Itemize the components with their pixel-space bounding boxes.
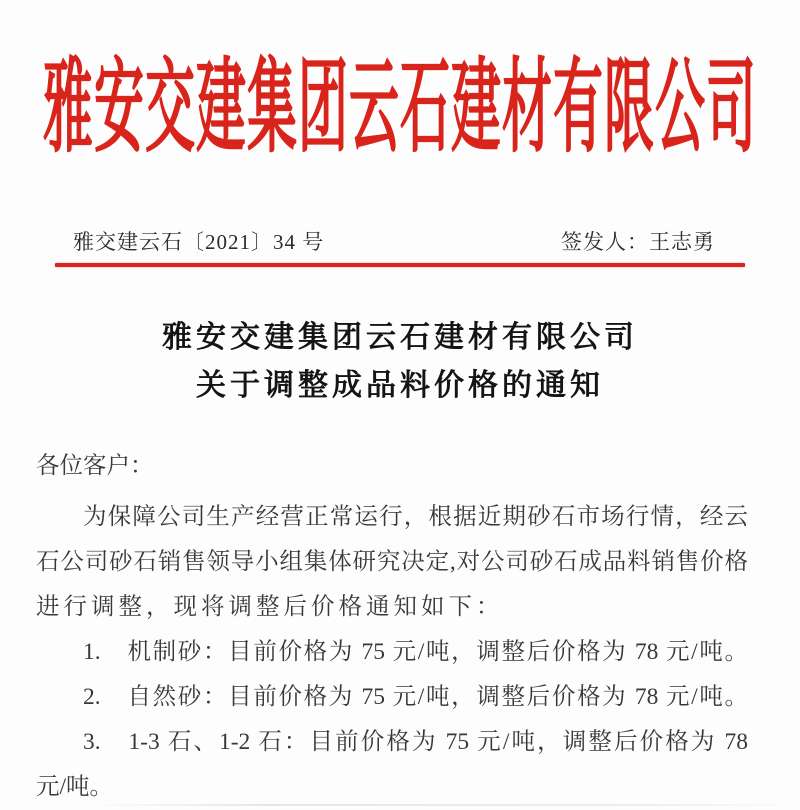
doc-title-line1: 雅安交建集团云石建材有限公司 xyxy=(162,321,638,354)
issuer-name: 签发人：王志勇 xyxy=(561,230,715,254)
doc-number: 雅交建云石〔2021〕34 号 xyxy=(73,230,325,254)
price-item-2: 2. 自然砂：目前价格为 75 元/吨，调整后价格为 78 元/吨。 xyxy=(83,684,748,710)
doc-title xyxy=(0,314,800,410)
red-divider-rule xyxy=(55,263,745,267)
price-item-3-continuation: 元/吨。 xyxy=(36,774,114,800)
price-item-1: 1. 机制砂：目前价格为 75 元/吨，调整后价格为 78 元/吨。 xyxy=(83,639,748,665)
paragraph-line-2: 石公司砂石销售领导小组集体研究决定,对公司砂石成品料销售价格 xyxy=(36,549,748,575)
price-item-3: 3. 1-3 石、1-2 石：目前价格为 75 元/吨，调整后价格为 78 xyxy=(83,729,748,755)
company-letterhead: 雅安交建集团云石建材有限公司 xyxy=(43,49,757,165)
doc-meta-row xyxy=(55,226,745,256)
paragraph-line-1: 为保障公司生产经营正常运行，根据近期砂石市场行情，经云 xyxy=(83,504,748,530)
doc-body xyxy=(36,444,748,810)
scan-artifact-line xyxy=(85,804,800,806)
salutation: 各位客户： xyxy=(36,453,154,479)
paragraph-line-3: 进行调整，现将调整后价格通知如下： xyxy=(36,594,504,620)
doc-title-line2: 关于调整成品料价格的通知 xyxy=(196,369,604,402)
